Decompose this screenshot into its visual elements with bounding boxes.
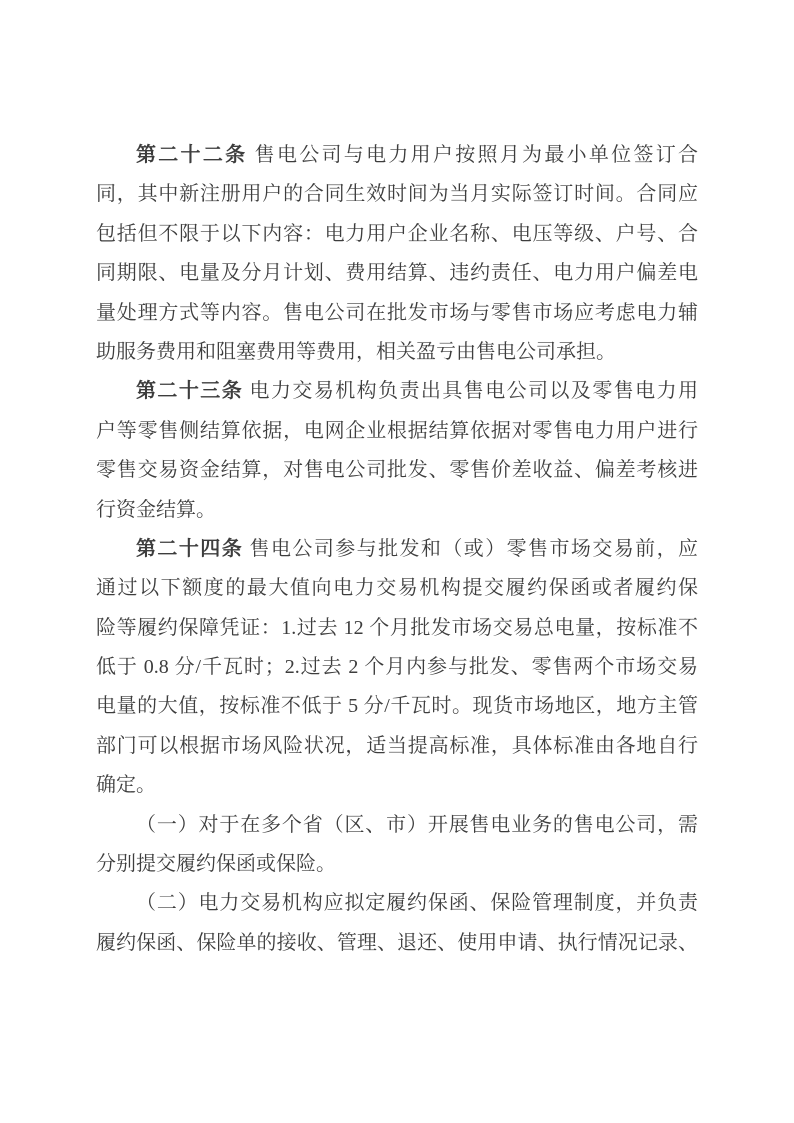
text-line — [96, 215, 698, 254]
text-line — [96, 766, 698, 805]
text-segment: 电力交易机构负责出具售电公司以及零售电力用 — [243, 380, 698, 403]
text-segment: （一）对于在多个省（区、市）开展售电业务的售电公司，需 — [136, 813, 698, 836]
text-line — [96, 451, 698, 490]
paragraph-article-23 — [96, 372, 698, 530]
text-segment: 履约保函、保险单的接收、管理、退还、使用申请、执行情况记录、 — [96, 931, 698, 954]
text-segment: 通过以下额度的最大值向电力交易机构提交履约保函或者履约保 — [96, 577, 698, 600]
text-line — [96, 727, 698, 766]
text-line — [96, 884, 698, 923]
text-segment: 电量的大值，按标准不低于 5 分/千瓦时。现货市场地区，地方主管 — [96, 695, 698, 718]
article-number: 第二十四条 — [136, 537, 244, 560]
paragraph-article-24 — [96, 530, 698, 806]
text-segment: 行资金结算。 — [96, 498, 216, 521]
text-segment: 低于 0.8 分/千瓦时；2.过去 2 个月内参与批发、零售两个市场交易 — [96, 656, 698, 679]
text-line — [96, 806, 698, 845]
text-line — [96, 687, 698, 726]
text-line — [96, 372, 698, 411]
text-line — [96, 924, 698, 963]
text-line — [96, 136, 698, 175]
text-segment: 同期限、电量及分月计划、费用结算、违约责任、电力用户偏差电 — [96, 262, 698, 285]
article-number: 第二十二条 — [136, 144, 248, 166]
text-line — [96, 294, 698, 333]
text-segment: 售电公司参与批发和（或）零售市场交易前，应 — [243, 537, 698, 560]
text-line — [96, 609, 698, 648]
text-line — [96, 530, 698, 569]
text-segment: 户等零售侧结算依据，电网企业根据结算依据对零售电力用户进行 — [96, 419, 698, 442]
paragraph-item-1 — [96, 806, 698, 885]
text-line — [96, 412, 698, 451]
text-segment: 包括但不限于以下内容：电力用户企业名称、电压等级、户号、合 — [96, 222, 698, 245]
text-segment: 险等履约保障凭证：1.过去 12 个月批发市场交易总电量，按标准不 — [96, 616, 698, 639]
paragraph-item-2 — [96, 884, 698, 963]
text-segment: （二）电力交易机构应拟定履约保函、保险管理制度，并负责 — [136, 892, 698, 915]
text-line — [96, 254, 698, 293]
text-segment: 部门可以根据市场风险状况，适当提高标准，具体标准由各地自行 — [96, 734, 698, 757]
text-segment: 量处理方式等内容。售电公司在批发市场与零售市场应考虑电力辅 — [96, 301, 698, 324]
document-text-block — [96, 136, 698, 963]
text-segment: 售电公司与电力用户按照月为最小单位签订合 — [247, 144, 698, 166]
text-line — [96, 845, 698, 884]
text-line — [96, 175, 698, 214]
text-line — [96, 569, 698, 608]
article-number: 第二十三条 — [136, 380, 244, 403]
text-line — [96, 648, 698, 687]
paragraph-article-22 — [96, 136, 698, 372]
text-line — [96, 333, 698, 372]
text-line — [96, 491, 698, 530]
text-segment: 分别提交履约保函或保险。 — [96, 853, 336, 876]
text-segment: 同，其中新注册用户的合同生效时间为当月实际签订时间。合同应 — [96, 183, 698, 206]
text-segment: 零售交易资金结算，对售电公司批发、零售价差收益、偏差考核进 — [96, 459, 698, 482]
text-segment: 确定。 — [96, 774, 156, 797]
text-segment: 助服务费用和阻塞费用等费用，相关盈亏由售电公司承担。 — [96, 340, 616, 363]
